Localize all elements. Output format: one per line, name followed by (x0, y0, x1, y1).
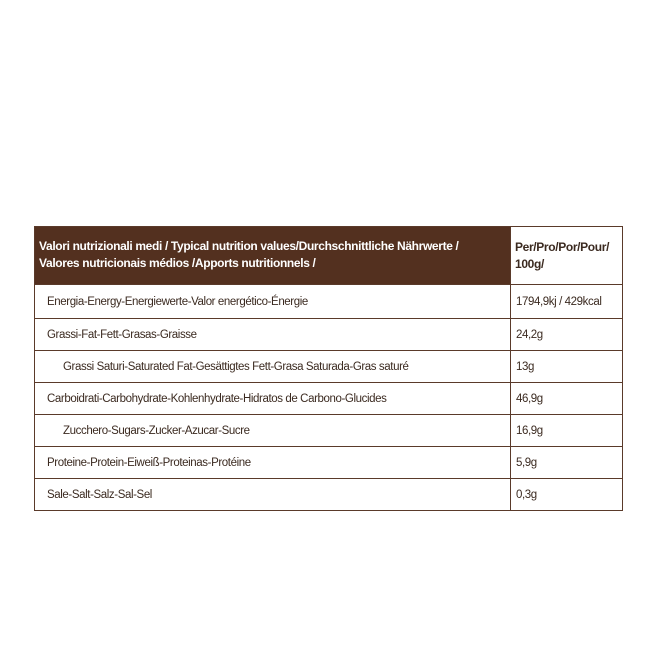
header-per-cell (511, 227, 623, 285)
nutrient-value: 1794,9kj / 429kcal (511, 285, 623, 319)
nutrient-value: 16,9g (511, 415, 623, 447)
header-title-line-1: Valori nutrizionali medi / Typical nutrition values/Durchschnittliche Nährwerte / (39, 238, 459, 253)
table-row-protein (35, 447, 623, 479)
table-row-sugars (35, 415, 623, 447)
nutrition-table (34, 226, 623, 511)
table-row-fat (35, 319, 623, 351)
nutrient-value: 46,9g (511, 383, 623, 415)
nutrient-label: Proteine-Protein-Eiweiß-Proteinas-Protéine (35, 447, 511, 479)
nutrient-label: Carboidrati-Carbohydrate-Kohlenhydrate-Hidratos de Carbono-Glucides (35, 383, 511, 415)
nutrient-label: Zucchero-Sugars-Zucker-Azucar-Sucre (35, 415, 511, 447)
nutrient-value: 24,2g (511, 319, 623, 351)
header-per-line-2: 100g/ (515, 256, 544, 271)
nutrient-value: 5,9g (511, 447, 623, 479)
table-row-energy (35, 285, 623, 319)
nutrition-table-body (35, 285, 623, 511)
table-row-carbohydrate (35, 383, 623, 415)
header-per-line-1: Per/Pro/Por/Pour/ (515, 239, 610, 254)
header-title-line-2: Valores nutricionais médios /Apports nutritionnels / (39, 255, 316, 270)
nutrient-value: 0,3g (511, 479, 623, 511)
nutrition-table-header (35, 227, 623, 285)
nutrient-value: 13g (511, 351, 623, 383)
table-row-salt (35, 479, 623, 511)
nutrient-label: Sale-Salt-Salz-Sal-Sel (35, 479, 511, 511)
nutrient-label: Grassi-Fat-Fett-Grasas-Graisse (35, 319, 511, 351)
nutrient-label: Energia-Energy-Energiewerte-Valor energético-Énergie (35, 285, 511, 319)
nutrient-label: Grassi Saturi-Saturated Fat-Gesättigtes Fett-Grasa Saturada-Gras saturé (35, 351, 511, 383)
table-row-saturated-fat (35, 351, 623, 383)
header-row (35, 227, 623, 285)
header-title-cell (35, 227, 511, 285)
